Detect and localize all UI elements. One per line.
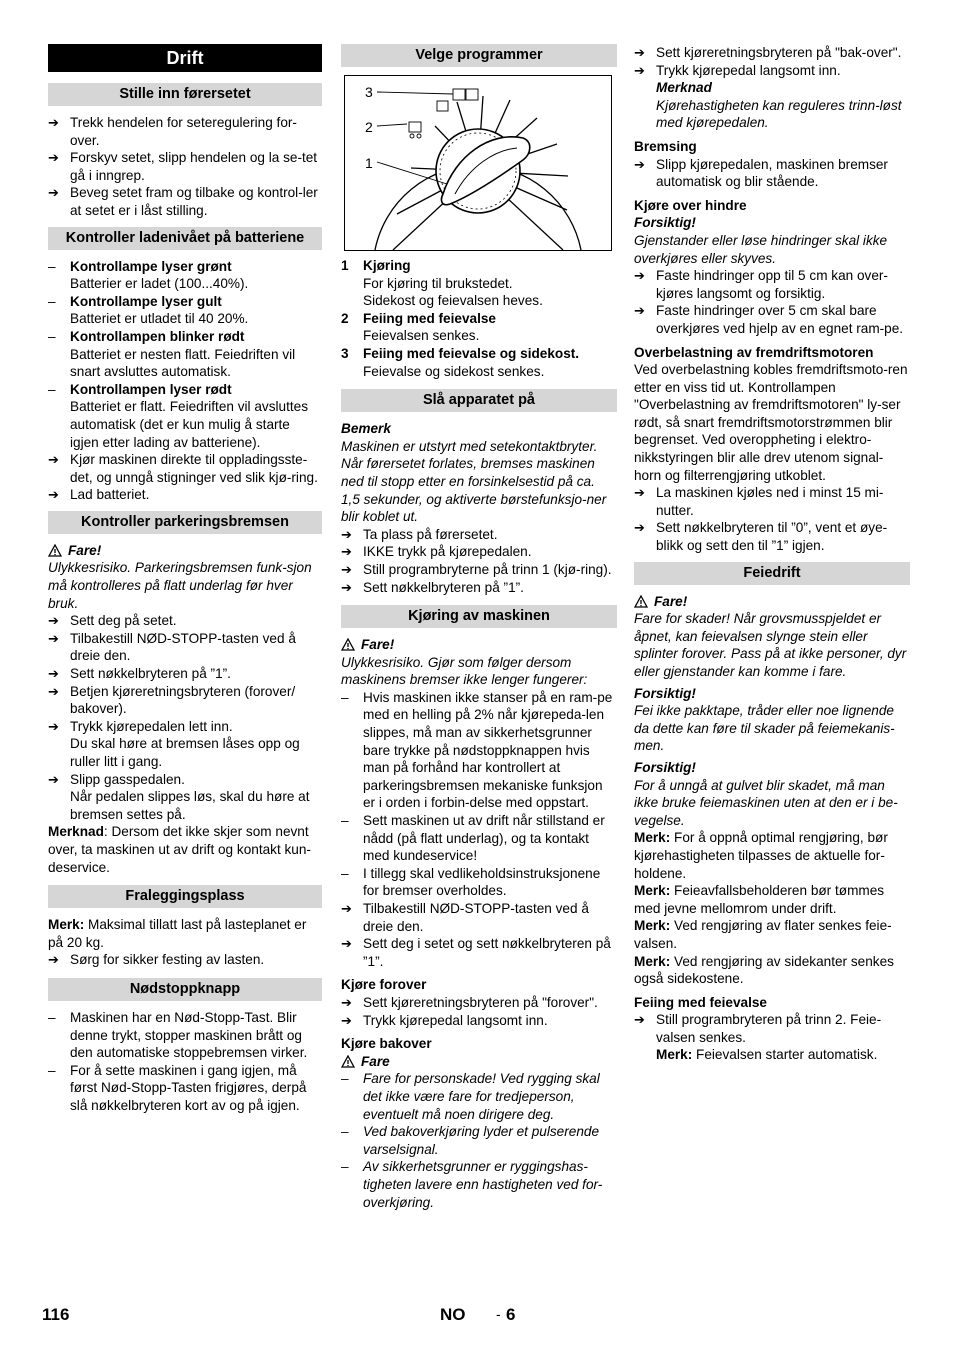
dash-icon: – [48,258,56,274]
subheading-forward: Kjøre forover [341,977,427,993]
list-item: – Kontrollampen blinker rødt [48,328,245,344]
list-item: – Sett maskinen ut av drift når stillstand er nådd (på flatt underlag), og ta kontakt med kundeservice! [341,813,605,864]
arrow-icon: ➔ [341,901,352,916]
arrow-icon: ➔ [48,115,59,130]
merk-note: Merk: Ved rengjøring av sidekanter senkes også sidekostene. [634,953,894,987]
dash-icon: – [48,328,56,344]
step: ➔ Faste hindringer opp til 5 cm kan over-kjøres langsomt og forsiktig. [634,268,888,301]
section-heading-programs: Velge programmer [341,44,617,67]
arrow-icon: ➔ [341,1012,352,1028]
arrow-icon: ➔ [341,994,352,1010]
step: ➔ Trykk kjørepedalen lett inn. [48,718,233,734]
program-item: 2 Feiing med feievalse [341,310,496,326]
language-code: NO [440,1305,466,1324]
dash-icon: – [341,689,349,705]
arrow-icon: ➔ [341,561,352,577]
column-2: Velge programmer 3 2 1 1 Kjøring For kjøring til brukstedet. Sidekost og feievalsen heves. 2 Feiing med feievalse Feievalsen senkes. 3 Feiing med feievalse og sidekost. Feievalse og sidekost senkes. Slå apparatet på Bemerk Maskinen er utstyrt med setekontaktbryter. Når førersetet forlates, bremses maskinen ned til stopp etter en forsinkelsestid på ca. 1,5 sekunder, og aktiverte børstefunksjo-ner blir koblet ut. ➔ Ta plass på førersetet. ➔ IKKE trykk på kjørepedalen. ➔ Still programbryterne på trinn 1 (kjø-ring). ➔ Sett nøkkelbryteren på ”1”. Kjøring av maskinen Fare! Ulykkesrisiko. Gjør som følger dersom maskinens bremser ikke lenger fungerer: – Hvis maskinen ikke stanser på en ram-pe med en helling på 2% når kjørepeda-len slippes, må man av sikkerhetsgrunner bare trykke på nødstoppknappen hvis man på forhånd har kontrollert at parkeringsbremsen mekaniske funksjon er i orden i forbin-delse med oppstart. – Sett maskinen ut av drift når stillstand er nådd (på flatt underlag), og ta kontakt med kundeservice! – I tillegg skal vedlikeholdsinstruksjonene for bremser overholdes. ➔ Tilbakestill NØD-STOPP-tasten ved å dreie den. ➔ Sett deg i setet og sett nøkkelbryteren på ”1”. Kjøre forover ➔ Sett kjøreretningsbryteren på "forover". ➔ Trykk kjørepedal langsomt inn. Kjøre bakover Fare – Fare for personskade! Ved rygging skal det ikke være fare for tredjeperson, eventuelt må noen dirigere deg. – Ved bakoverkjøring lyder et pulserende varselsignal. – Av sikkerhetsgrunner er ryggingshas-tigheten lavere enn hastigheten ved for-overkjøring. [341,44,617,1211]
step: ➔ Sett kjøreretningsbryteren på "bak-over". [634,45,902,60]
step: ➔ Sett nøkkelbryteren til ”0”, vent et øye-blikk og sett den til ”1” igjen. [634,520,888,554]
caution-heading: Forsiktig! [634,215,696,231]
note-text: Kjørehastigheten kan reguleres trinn-løst med kjørepedalen. [656,97,902,131]
caution-text: Gjenstander eller løse hindringer skal ikke overkjøres eller skyves. [634,232,888,266]
callout-3: 3 [365,84,373,100]
arrow-icon: ➔ [48,150,59,166]
list-item: – Kontrollampe lyser gult [48,293,222,309]
subheading-overload: Overbelastning av fremdriftsmotoren [634,344,874,360]
step-note: Når pedalen slippes løs, skal du høre at bremsen settes på. [70,789,310,822]
warning-triangle-icon [341,1055,355,1068]
callout-2: 2 [365,119,373,135]
caution-text: For å unngå at gulvet blir skadet, må man ikke bruke feiemaskinen uten at den er i be-vegelse. [634,777,898,828]
step: ➔ Still programbryterne på trinn 1 (kjø-ring). [341,561,612,577]
list-item: – I tillegg skal vedlikeholdsinstruksjonene for bremser overholdes. [341,865,601,899]
arrow-icon: ➔ [341,544,352,560]
dash-icon: – [341,1159,349,1175]
section-page-number: 6 [506,1305,516,1324]
section-heading-battery: Kontroller ladenivået på batteriene [48,227,322,250]
warning-heading: Fare! [341,636,617,654]
step: ➔ Sett deg på setet. [48,613,177,629]
warning-triangle-icon [341,638,355,651]
page-title: Drift [48,44,322,72]
arrow-icon: ➔ [634,303,645,319]
arrow-icon: ➔ [634,1012,645,1028]
arrow-icon: ➔ [48,613,59,629]
note-text: Maskinen er utstyrt med setekontaktbryter. Når førersetet forlates, bremses maskinen ned til stopp etter en forsinkelsestid på ca. 1,5 sekunder, og aktiverte børstefunksjo-ner blir koblet ut. [341,438,607,525]
arrow-icon: ➔ [48,718,59,734]
warning-text: Ulykkesrisiko. Parkeringsbremsen funk-sjon må kontrolleres på flatt underlag før hver bruk. [48,560,312,611]
section-heading-emergency-stop: Nødstoppknapp [48,978,322,1001]
merk-note: Merk: Ved rengjøring av flater senkes feie-valsen. [634,918,892,951]
step: ➔ Kjør maskinen direkte til oppladingsste-det, og unngå stigninger ved slik kjø-ring. [48,452,318,485]
list-item-text: Batteriet er utladet til 40 20%. [70,311,249,327]
dash-icon: – [341,1124,349,1140]
column-3 [634,44,910,1064]
step: ➔ Slipp gasspedalen. [48,771,185,787]
merk-note: Merk: Maksimal tillatt last på lasteplanet er på 20 kg. [48,917,307,950]
merknad-note: Merknad: Dersom det ikke skjer som nevnt over, ta maskinen ut av drift og kontakt kun-deservice. [48,824,311,875]
step: ➔ Betjen kjøreretningsbryteren (forover/ bakover). [48,683,296,717]
step: ➔ Ta plass på førersetet. [341,526,498,542]
subheading-sweep-roller: Feiing med feievalse [634,994,767,1010]
step: ➔ Trykk kjørepedal langsomt inn. [341,1012,548,1028]
dash-icon: – [48,1062,56,1078]
step: ➔ Sett deg i setet og sett nøkkelbryteren på ”1”. [341,936,611,969]
warning-heading: Fare! [48,542,322,560]
section-heading-storage: Fraleggingsplass [48,885,322,908]
section-heading-driving: Kjøring av maskinen [341,605,617,628]
arrow-icon: ➔ [341,936,352,952]
list-item-text: Batteriet er nesten flatt. Feiedriften vil snart avsluttes automatisk. [70,346,296,380]
arrow-icon: ➔ [341,579,352,595]
subheading-reverse: Kjøre bakover [341,1036,432,1052]
arrow-icon: ➔ [48,452,59,468]
overload-text: Ved overbelastning kobles fremdriftsmoto-ren etter en viss tid ut. Kontrollampen "Overbelastning av fremdriftsmotoren" ly-ser rødt, så snart fremdriftsmotorstrømmen blir begrenset. Ved overoppheting i elektro-nikkstyringen blir alle drev utenom signal-horn og filterrengjøring utkoblet. [634,362,908,483]
warning-heading: Fare! [634,593,910,611]
page-number: 116 [42,1305,70,1324]
subheading-braking: Bremsing [634,138,697,154]
section-heading-sweeping: Feiedrift [634,562,910,585]
program-dial-illustration [345,76,611,250]
step: ➔ Tilbakestill NØD-STOPP-tasten ved å dreie den. [48,630,296,664]
dash-icon: – [341,865,349,881]
list-item-text: Batterier er ladet (100...40%). [70,276,249,292]
dash-icon: – [341,1071,349,1087]
step: ➔ Sett nøkkelbryteren på ”1”. [341,579,524,595]
arrow-icon: ➔ [634,485,645,501]
dash-icon: – [48,293,56,309]
step: ➔ Sørg for sikker festing av lasten. [48,952,265,968]
note-heading: Merknad [656,80,712,96]
arrow-icon: ➔ [48,487,59,503]
step: ➔ IKKE trykk på kjørepedalen. [341,544,532,560]
arrow-icon: ➔ [634,268,645,284]
arrow-icon: ➔ [634,520,645,536]
merk-note: Merk: Feieavfallsbeholderen bør tømmes med jevne mellomrom under drift. [634,883,885,916]
list-item: – Av sikkerhetsgrunner er ryggingshas-tigheten lavere enn hastigheten ved for-overkjøring. [341,1159,603,1210]
arrow-icon: ➔ [48,630,59,646]
section-heading-switch-on: Slå apparatet på [341,389,617,412]
step: ➔ Slipp kjørepedalen, maskinen bremser automatisk og blir stående. [634,156,888,190]
arrow-icon: ➔ [48,185,59,201]
arrow-icon: ➔ [341,526,352,542]
step: ➔ Tilbakestill NØD-STOPP-tasten ved å dreie den. [341,901,589,934]
step: ➔ Trykk kjørepedal langsomt inn. [634,62,841,78]
footer-separator: - [496,1306,501,1322]
list-item: – Maskinen har en Nød-Stopp-Tast. Blir denne trykt, stopper maskinen brått og den automatiske stoppebremsen virker. [48,1009,308,1061]
program-switch-diagram [344,75,612,251]
arrow-icon: ➔ [48,952,59,968]
column-1 [48,44,322,1115]
list-item: – Fare for personskade! Ved rygging skal det ikke være fare for tredjeperson, eventuelt må noen dirigere deg. [341,1071,600,1122]
arrow-icon: ➔ [48,683,59,699]
step: ➔ Lad batteriet. [48,487,150,503]
arrow-icon: ➔ [634,156,645,172]
note-heading: Bemerk [341,421,391,437]
step: ➔ Beveg setet fram og tilbake og kontrol-ler at setet er i låst stilling. [48,185,318,218]
arrow-icon: ➔ [48,771,59,787]
dash-icon: – [48,381,56,397]
caution-text: Fei ikke pakktape, tråder eller noe lignende da dette kan føre til skader på feiemekanis-men. [634,703,895,754]
list-item: – Ved bakoverkjøring lyder et pulserende varselsignal. [341,1124,600,1157]
step: ➔ Sett nøkkelbryteren på ”1”. [48,666,231,682]
subheading-obstacles: Kjøre over hindre [634,197,747,213]
dash-icon: – [341,813,349,829]
arrow-icon: ➔ [48,666,59,682]
step: ➔ Forskyv setet, slipp hendelen og la se-tet gå i inngrep. [48,150,318,183]
list-item: – Kontrollampe lyser grønt [48,258,232,274]
list-item: – Kontrollampen lyser rødt [48,381,232,397]
warning-triangle-icon [634,595,648,608]
caution-heading: Forsiktig! [634,759,696,775]
list-item: – For å sette maskinen i gang igjen, må først Nød-Stopp-Tasten frigjøres, derpå slå nøkkelbryteren kort av og på igjen. [48,1062,307,1113]
dash-icon: – [48,1009,56,1025]
program-item: 1 Kjøring [341,258,411,273]
arrow-icon: ➔ [634,62,645,78]
step: ➔ Sett kjøreretningsbryteren på "forover". [341,994,598,1010]
callout-1: 1 [365,155,373,171]
warning-text: Fare for skader! Når grovsmusspjeldet er åpnet, kan feievalsen slynge stein eller splinter forover. Pass på at ikke personer, dyr eller gjenstander kan komme i fare. [634,611,907,679]
step: ➔ Still programbryteren på trinn 2. Feie-valsen senkes. [634,1012,882,1045]
step: ➔ Faste hindringer over 5 cm skal bare overkjøres ved hjelp av en egnet ram-pe. [634,303,904,336]
warning-text: Ulykkesrisiko. Gjør som følger dersom maskinens bremser ikke lenger fungerer: [341,654,588,688]
caution-heading: Forsiktig! [634,685,696,701]
arrow-icon: ➔ [634,45,645,60]
warning-heading: Fare [341,1053,617,1071]
program-item: 3 Feiing med feievalse og sidekost. [341,345,580,361]
step: ➔ La maskinen kjøles ned i minst 15 mi-nutter. [634,485,884,518]
merk-note: Merk: For å oppnå optimal rengjøring, bør kjørehastigheten tilpasses de aktuelle for-holdene. [634,830,888,881]
section-heading-seat: Stille inn førersetet [48,83,322,106]
list-item-text: Batteriet er flatt. Feiedriften vil avsluttes automatisk (det er kun mulig å starte igjen etter lading av batteriene). [70,399,308,450]
step: ➔ Trekk hendelen for seteregulering for-over. [48,115,297,148]
step-note: Du skal høre at bremsen låses opp og ruller litt i gang. [70,736,300,769]
warning-triangle-icon [48,544,62,557]
list-item: – Hvis maskinen ikke stanser på en ram-pe med en helling på 2% når kjørepeda-len slippes, må man av sikkerhetsgrunner bare trykke på nødstoppknappen hvis man på forhånd har kontrollert at parkeringsbremsen mekaniske funksjon er i orden i forbin-delse med oppstart. [341,689,613,811]
section-heading-parking-brake: Kontroller parkeringsbremsen [48,511,322,534]
merk-note: Merk: Feievalsen starter automatisk. [656,1047,878,1063]
